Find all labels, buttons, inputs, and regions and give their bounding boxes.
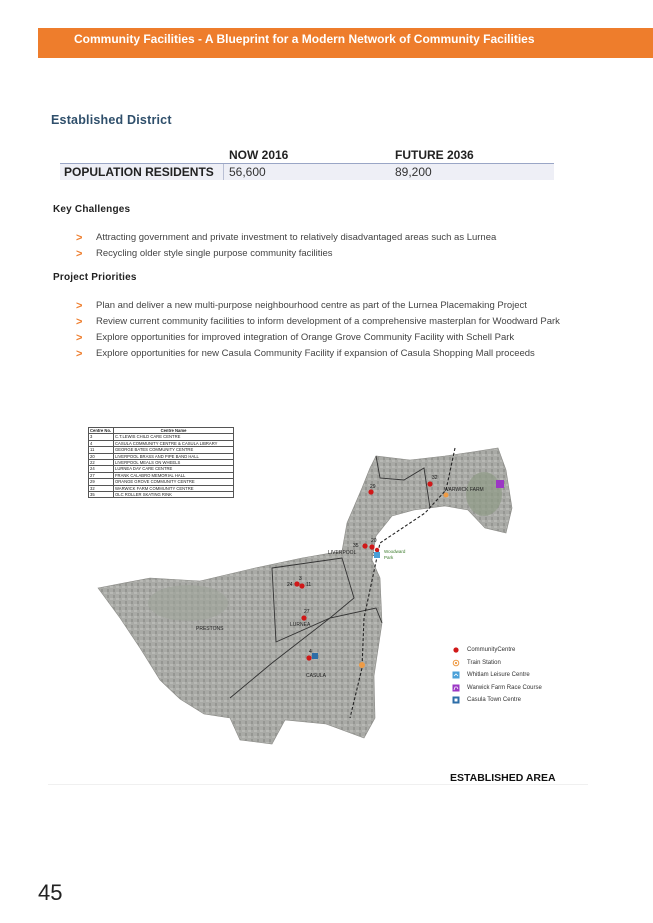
centre-no: 20	[89, 453, 114, 459]
population-row	[60, 163, 554, 180]
marker-label-11: 11	[306, 582, 312, 588]
list-item-text: Plan and deliver a new multi-purpose neighbourhood centre as part of the Lurnea Placemaking Project	[96, 300, 527, 311]
list-item-text: Explore opportunities for new Casula Community Facility if expansion of Casula Shopping Mall proceeds	[96, 348, 535, 359]
label-prestons: PRESTONS	[196, 626, 224, 632]
label-liverpool: LIVERPOOL	[328, 550, 357, 556]
parkland-area	[148, 585, 228, 621]
population-now-value: 56,600	[229, 165, 266, 179]
population-table-header	[60, 148, 554, 163]
now-column-header: NOW 2016	[229, 148, 289, 162]
marker-24[interactable]	[294, 581, 299, 586]
marker-label-3: 3	[299, 576, 302, 582]
bullet-arrow-icon: >	[76, 248, 83, 260]
centre-name: C.T.LEWIS CHILD CARE CENTRE	[114, 434, 234, 440]
legend-label: Whitlam Leisure Centre	[467, 672, 530, 678]
centre-no: 3	[89, 434, 114, 440]
marker-label-24: 24	[287, 582, 293, 588]
project-priorities-heading: Project Priorities	[53, 272, 137, 283]
list-item-text: Review current community facilities to inform development of a comprehensive masterplan for Woodward Park	[96, 316, 560, 327]
future-column-header: FUTURE 2036	[395, 148, 474, 162]
bullet-arrow-icon: >	[76, 232, 83, 244]
racecourse-area	[466, 472, 502, 516]
centre-no: 22	[89, 460, 114, 466]
marker-4[interactable]	[306, 655, 311, 660]
centre-no: 27	[89, 472, 114, 478]
centre-name: ORANGE GROVE COMMUNITY CENTRE	[114, 479, 234, 485]
centre-name: OLC ROLLER SKATING RINK	[114, 492, 234, 498]
marker-label-20: 20	[371, 538, 377, 544]
marker-32[interactable]	[427, 481, 432, 486]
label-casula: CASULA	[306, 673, 327, 679]
casula-station-icon[interactable]	[359, 662, 365, 668]
racecourse-icon[interactable]	[496, 480, 504, 488]
marker-label-32: 32	[432, 475, 438, 481]
train-station-icon	[452, 659, 460, 667]
district-title: Established District	[51, 113, 172, 127]
page-banner	[38, 28, 653, 58]
centre-no: 35	[89, 492, 114, 498]
community-centre-dot-icon	[452, 646, 460, 654]
casula-town-centre-icon	[452, 696, 460, 704]
centre-name: LURNEA DAY CARE CENTRE	[114, 466, 234, 472]
list-item	[76, 232, 622, 244]
legend-label: CommunityCentre	[467, 647, 516, 653]
legend-item	[452, 671, 542, 684]
population-row-label: POPULATION RESIDENTS	[64, 165, 214, 179]
whitlam-leisure-icon[interactable]	[374, 552, 380, 558]
warwick-farm-station-icon[interactable]	[444, 493, 449, 498]
casula-town-centre-icon[interactable]	[312, 653, 318, 659]
centre-name: GEORGE BATES COMMUNITY CENTRE	[114, 447, 234, 453]
table-row	[89, 492, 234, 498]
label-lurnea: LURNEA	[290, 622, 311, 628]
list-item-text: Attracting government and private investment to relatively disadvantaged areas such as Lurnea	[96, 232, 497, 243]
bullet-arrow-icon: >	[76, 316, 83, 328]
marker-20[interactable]	[369, 544, 374, 549]
centre-name: FRANK CALABRO MEMORIAL HALL	[114, 472, 234, 478]
list-item	[76, 332, 622, 344]
bottom-divider	[48, 784, 588, 785]
bullet-arrow-icon: >	[76, 348, 83, 360]
centre-no: 4	[89, 440, 114, 446]
marker-35[interactable]	[362, 543, 367, 548]
horse-race-icon	[452, 684, 460, 692]
key-challenges-list	[76, 232, 622, 264]
bullet-arrow-icon: >	[76, 332, 83, 344]
centre-no-header: Centre No.	[89, 428, 114, 434]
centre-no: 24	[89, 466, 114, 472]
centre-name: LIVERPOOL BRASS AND PIPE BAND HALL	[114, 453, 234, 459]
page-number: 45	[38, 880, 63, 905]
legend-item	[452, 696, 542, 709]
bullet-arrow-icon: >	[76, 300, 83, 312]
marker-label-29: 29	[370, 484, 376, 490]
population-future-value: 89,200	[395, 165, 432, 179]
list-item-text: Recycling older style single purpose community facilities	[96, 248, 333, 259]
marker-29[interactable]	[368, 489, 373, 494]
centre-name: LIVERPOOL MEALS ON WHEELS	[114, 460, 234, 466]
legend-label: Warwick Farm Race Course	[467, 684, 542, 691]
centre-name: WARWICK FARM COMMUNITY CENTRE	[114, 485, 234, 491]
label-woodward-park-1: Woodward	[384, 549, 406, 554]
list-item-text: Explore opportunities for improved integration of Orange Grove Community Facility with Schell Park	[96, 332, 515, 343]
list-item	[76, 248, 622, 260]
marker-label-4: 4	[309, 649, 312, 655]
project-priorities-list	[76, 300, 622, 364]
centre-name: CASULA COMMUNITY CENTRE & CASULA LIBRARY	[114, 440, 234, 446]
centre-table	[88, 427, 234, 498]
marker-label-27: 27	[304, 609, 310, 615]
label-woodward-park-2: Park	[384, 555, 394, 560]
key-challenges-heading: Key Challenges	[53, 204, 131, 215]
list-item	[76, 348, 622, 360]
marker-label-35: 35	[353, 543, 359, 549]
column-divider	[223, 164, 224, 180]
marker-27[interactable]	[301, 615, 306, 620]
established-area-label: ESTABLISHED AREA	[450, 772, 556, 784]
banner-title: Community Facilities - A Blueprint for a Modern Network of Community Facilities	[74, 32, 535, 46]
marker-11[interactable]	[299, 583, 304, 588]
legend-label: Train Station	[467, 659, 501, 666]
legend-item	[452, 684, 542, 697]
centre-no: 11	[89, 447, 114, 453]
centre-no: 32	[89, 485, 114, 491]
legend-item	[452, 659, 542, 672]
label-warwick-farm: WARWICK FARM	[444, 487, 484, 493]
legend-label: Casula Town Centre	[467, 697, 521, 703]
list-item	[76, 316, 622, 328]
population-table	[60, 148, 554, 180]
map-legend	[452, 646, 542, 709]
legend-item	[452, 646, 542, 659]
whitlam-leisure-icon	[452, 671, 460, 679]
list-item	[76, 300, 622, 312]
centre-name-header: Centre Name	[114, 428, 234, 434]
centre-no: 29	[89, 479, 114, 485]
